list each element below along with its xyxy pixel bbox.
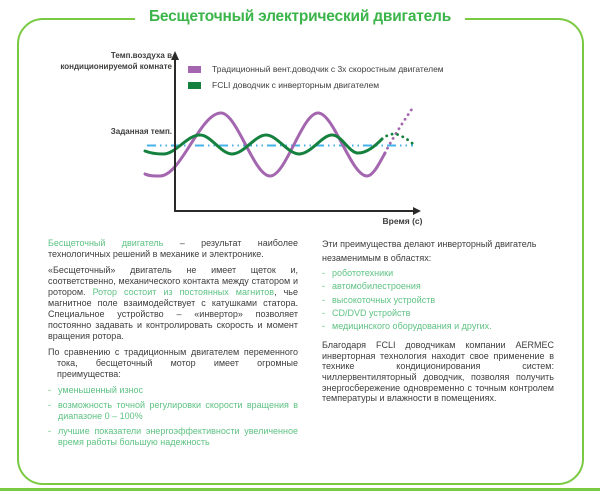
paragraph-brushless-intro: Бесщеточный двигатель – результат наиболее технологичных решений в механике и электронике. <box>48 238 298 259</box>
application-medical: медицинского оборудования и других. <box>332 321 492 332</box>
application-cd-dvd: CD/DVD устройств <box>332 307 411 318</box>
list-item <box>48 385 298 396</box>
advantage-wear: уменьшенный износ <box>58 385 144 395</box>
legend-label-fcli: FCLI доводчик с инверторным двигателем <box>212 80 380 90</box>
bullet-dash: - <box>322 307 325 318</box>
bullet-dash: - <box>322 294 325 305</box>
paragraph-aermec-fcli: Благодаря FCLI доводчикам компании AERMEC инверторная технология находит свое применение в технике кондиционирования систем: чиллервентиляторный доводчик, позволяя получить энергосбережение одновременно с точным контролем температуры и влажности в помещениях. <box>322 340 554 404</box>
left-text-column <box>48 238 298 452</box>
fcli-motor-curve-dotted <box>382 134 413 144</box>
application-robotics: робототехники <box>332 268 394 278</box>
advantage-speed-control: возможность точной регулировки скорости вращения в диапазоне 0 – 100% <box>58 400 298 421</box>
bullet-dash: - <box>48 385 51 395</box>
page-title <box>0 8 600 26</box>
paragraph-applications-lead: Эти преимущества делают инверторный двигатель незаменимым в областях: <box>322 239 537 263</box>
list-item <box>322 309 554 318</box>
list-item <box>48 426 298 448</box>
advantage-efficiency: лучшие показатели энергоэффективности увеличенное время работы большую надежность <box>58 426 298 447</box>
legend-label-traditional: Традиционный вент.доводчик с 3х скоростным двигателем <box>212 64 444 74</box>
advantages-list <box>48 385 298 448</box>
list-item <box>322 296 554 305</box>
bullet-dash: - <box>48 426 51 436</box>
temperature-chart <box>130 50 430 230</box>
applications-list <box>322 269 554 331</box>
x-axis-arrow-icon <box>413 207 421 215</box>
page-title-text: Бесщеточный электрический двигатель <box>135 8 465 26</box>
chart-setpoint-label: Заданная темп. <box>110 127 172 136</box>
footer-rule <box>0 488 600 491</box>
list-item <box>322 282 554 291</box>
bullet-dash: - <box>322 281 325 292</box>
right-text-column <box>322 238 554 409</box>
bullet-dash: - <box>322 321 325 332</box>
chart-x-axis-label: Время (с) <box>382 216 423 226</box>
paragraph-brushless-design: «Бесщеточный» двигатель не имеет щеток и, соответственно, механического контакта между статором и ротором. Ротор состоит из постоянных магнитов, чье магнитное поле взаимодействует с катушками статора. Специальное устройство – «инвертор» позволяет постоянно задавать и контролировать скорость и момент вращения ротора. <box>48 265 298 341</box>
bullet-dash: - <box>322 268 325 278</box>
list-item <box>322 322 554 331</box>
application-automotive: автомобилестроения <box>332 281 421 292</box>
application-precision-devices: высокоточных устройств <box>332 294 436 305</box>
bullet-dash: - <box>48 400 51 410</box>
paragraph-advantages-lead: По сравнению с традиционным двигателем переменного тока, бесщеточный мотор имеет огромные преимущества: <box>48 347 298 379</box>
list-item <box>322 269 554 278</box>
list-item <box>48 400 298 422</box>
y-axis-arrow-icon <box>171 51 179 60</box>
chart-y-axis-label: Темп.воздуха в кондиционируемой комнате <box>60 51 172 71</box>
